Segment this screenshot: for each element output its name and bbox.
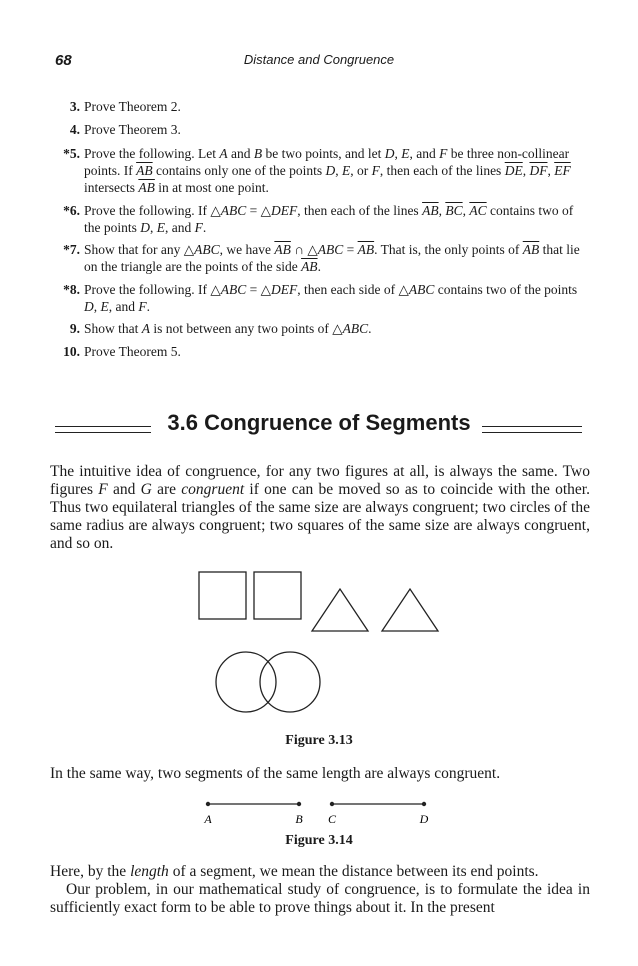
point-a xyxy=(206,802,210,806)
label-d: D xyxy=(419,812,429,826)
exercise-text: Prove Theorem 5. xyxy=(84,344,181,359)
exercise-7 xyxy=(40,241,588,275)
figure-3-13 xyxy=(0,560,638,720)
paragraph-congruence-intro: The intuitive idea of congruence, for any two figures at all, is always the same. Two figures F and G are congruent if one can be moved so as to coincide with the other. Thus two equilateral triangles of the same size are always congruent; two circles of the same radius are always congruent; two squares of the same size are always congruent, and so on. xyxy=(50,463,590,552)
label-c: C xyxy=(327,812,337,826)
triangle-1 xyxy=(312,589,368,631)
heading-rule-right xyxy=(482,426,582,433)
exercise-8 xyxy=(40,281,588,315)
exercise-number: *8. xyxy=(63,282,80,297)
exercise-text: Prove Theorem 2. xyxy=(84,99,181,114)
figure-caption-3-14: Figure 3.14 xyxy=(285,833,353,848)
figure-caption-3-13: Figure 3.13 xyxy=(285,733,353,748)
point-c xyxy=(330,802,334,806)
page-number: 68 xyxy=(55,52,72,69)
paragraph-length-definition: Here, by the length of a segment, we mean the distance between its end points. xyxy=(50,863,539,880)
exercise-number: *7. xyxy=(63,242,80,257)
exercise-4 xyxy=(40,121,588,138)
paragraph-problem: Our problem, in our mathematical study of congruence, is to formulate the idea in sufficiently exact form to be able to prove things about it. In the present xyxy=(50,881,590,916)
section-title: 3.6 Congruence of Segments xyxy=(167,410,471,435)
exercise-3 xyxy=(40,98,588,115)
square-1 xyxy=(199,572,246,619)
circle-2 xyxy=(260,652,320,712)
triangle-2 xyxy=(382,589,438,631)
point-d xyxy=(422,802,426,806)
exercise-text: Prove the following. If △ABC = △DEF, then each side of △ABC contains two of the points D, E, and F. xyxy=(84,282,578,314)
exercise-text: Prove Theorem 3. xyxy=(84,122,181,137)
exercise-5 xyxy=(40,145,588,196)
exercise-number: *6. xyxy=(63,203,80,218)
exercise-number: 4. xyxy=(69,122,80,137)
exercise-text: Show that A is not between any two points of △ABC. xyxy=(84,321,372,336)
label-a: A xyxy=(204,812,212,826)
point-b xyxy=(297,802,301,806)
exercise-6 xyxy=(40,202,588,236)
label-b: B xyxy=(295,812,303,826)
exercise-number: 9. xyxy=(69,321,80,336)
paragraph-segments: In the same way, two segments of the same length are always congruent. xyxy=(50,765,501,782)
exercise-text: Prove the following. If △ABC = △DEF, then each of the lines $\overline{AB}$, $\overline{BC}$, $\overline{AC}$ contains two of the points D, E, and F. xyxy=(84,203,574,235)
exercise-text: Prove the following. Let A and B be two points, and let D, E, and F be three non-collinear points. If $\overline{AB}$ contains only one of the points D, E, or F, then each of the lines $\overline{DE}$, $\overline{DF}$, $\overline{EF}$ intersects $\overline{AB}$ in at most one point. xyxy=(84,146,571,195)
exercise-9 xyxy=(40,320,588,337)
exercise-number: 3. xyxy=(69,99,80,114)
exercise-text: Show that for any △ABC, we have $\overline{AB}$ ∩ △ABC = $\overline{AB}$. That is, the only points of $\overline{AB}$ that lie on the triangle are the points of the side $\overline{AB}$. xyxy=(84,242,580,274)
running-head: Distance and Congruence xyxy=(243,52,395,67)
circle-1 xyxy=(216,652,276,712)
exercise-number: *5. xyxy=(63,146,80,161)
exercise-10 xyxy=(40,343,588,360)
exercise-number: 10. xyxy=(63,344,80,359)
section-heading xyxy=(0,410,638,444)
square-2 xyxy=(254,572,301,619)
figure-3-14 xyxy=(0,795,638,831)
